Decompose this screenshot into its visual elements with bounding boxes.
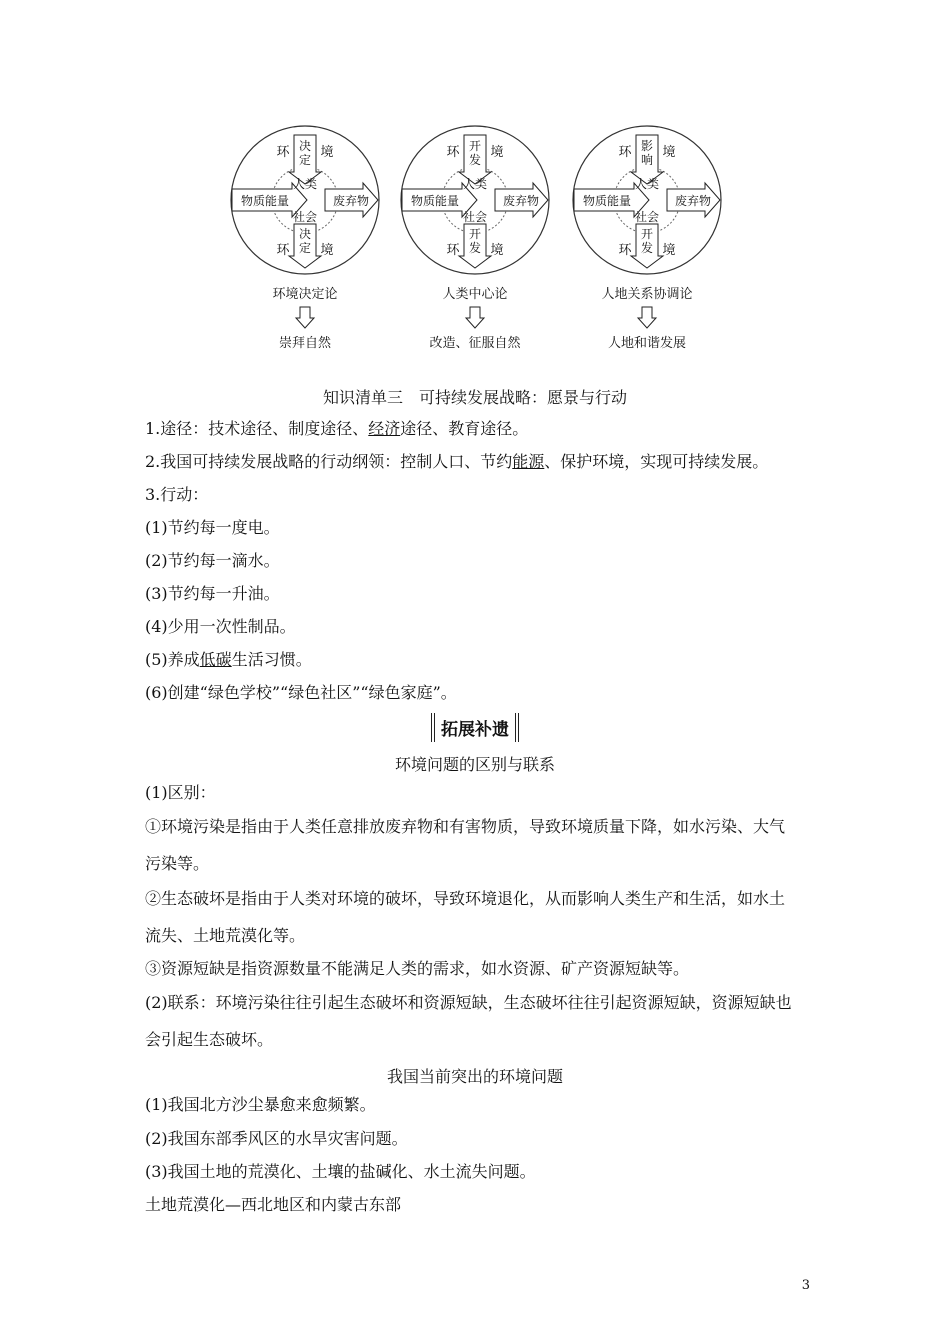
human-environment-diagrams bbox=[0, 0, 950, 370]
top-arrow-label: 开 bbox=[468, 139, 482, 153]
result-label: 改造、征服自然 bbox=[429, 336, 521, 351]
env-left-top: 环 bbox=[618, 145, 632, 160]
env-right-top: 境 bbox=[490, 145, 504, 160]
center-bottom-label: 社会 bbox=[634, 210, 660, 224]
env-right-top: 境 bbox=[320, 145, 334, 160]
center-top-label: 人类 bbox=[292, 177, 318, 191]
env-left-top: 环 bbox=[446, 145, 460, 160]
top-arrow-label: 影 bbox=[640, 139, 654, 153]
theory-label: 人地关系协调论 bbox=[601, 287, 693, 302]
difference-2-line-2: 流失、土地荒漠化等。 bbox=[145, 926, 306, 945]
left-arrow-label: 物质能量 bbox=[410, 194, 460, 208]
difference-1-line-2: 污染等。 bbox=[145, 854, 210, 873]
env-left-bottom: 环 bbox=[276, 243, 290, 258]
diagram-3 bbox=[573, 126, 721, 351]
down-arrow bbox=[296, 307, 314, 328]
result-label: 崇拜自然 bbox=[278, 336, 332, 351]
top-arrow-label: 响 bbox=[640, 153, 654, 167]
center-top-label: 人类 bbox=[634, 177, 660, 191]
env-right-bottom: 境 bbox=[490, 243, 504, 258]
env-right-top: 境 bbox=[662, 145, 676, 160]
center-bottom-label: 社会 bbox=[462, 210, 488, 224]
result-label: 人地和谐发展 bbox=[607, 336, 687, 351]
top-arrow-label: 定 bbox=[298, 153, 312, 167]
left-arrow-label: 物质能量 bbox=[582, 194, 632, 208]
diagram-1 bbox=[231, 126, 379, 351]
right-arrow-label: 废弃物 bbox=[502, 194, 540, 208]
top-arrow-label: 发 bbox=[468, 153, 482, 167]
desertification-region: 土地荒漠化—西北地区和内蒙古东部 bbox=[145, 1195, 402, 1214]
page-number: 3 bbox=[801, 1278, 810, 1293]
action-1: (1)节约每一度电。 bbox=[145, 518, 280, 537]
difference-1-line-1: ①环境污染是指由于人类任意排放废弃物和有害物质，导致环境质量下降，如水污染、大气 bbox=[145, 817, 786, 836]
difference-3: ③资源短缺是指资源数量不能满足人类的需求，如水资源、矿产资源短缺等。 bbox=[145, 959, 690, 978]
problem-1: (1)我国北方沙尘暴愈来愈频繁。 bbox=[145, 1095, 376, 1114]
extension-heading: 拓展补遗 bbox=[0, 713, 950, 742]
action-2: (2)节约每一滴水。 bbox=[145, 551, 280, 570]
bottom-arrow-label: 发 bbox=[468, 241, 482, 255]
action-6: (6)创建“绿色学校”“绿色社区”“绿色家庭”。 bbox=[145, 683, 457, 702]
action-3: (3)节约每一升油。 bbox=[145, 584, 280, 603]
difference-2-line-1: ②生态破坏是指由于人类对环境的破坏，导致环境退化，从而影响人类生产和生活，如水土 bbox=[145, 889, 786, 908]
item-3: 3.行动： bbox=[145, 485, 209, 504]
theory-label: 人类中心论 bbox=[442, 287, 508, 302]
top-arrow-label: 决 bbox=[298, 139, 312, 153]
problem-2: (2)我国东部季风区的水旱灾害问题。 bbox=[145, 1129, 408, 1148]
subsection-title-1: 环境问题的区别与联系 bbox=[394, 755, 555, 774]
section-title: 知识清单三 可持续发展战略：愿景与行动 bbox=[322, 388, 627, 407]
right-arrow-label: 废弃物 bbox=[332, 194, 370, 208]
bottom-arrow-label: 决 bbox=[298, 227, 312, 241]
right-arrow-label: 废弃物 bbox=[674, 194, 712, 208]
center-top-label: 人类 bbox=[462, 177, 488, 191]
item-2: 2.我国可持续发展战略的行动纲领：控制人口、节约能源、保护环境，实现可持续发展。 bbox=[145, 452, 769, 471]
action-4: (4)少用一次性制品。 bbox=[145, 617, 296, 636]
bottom-arrow-label: 定 bbox=[298, 241, 312, 255]
diagram-2 bbox=[401, 126, 549, 351]
left-arrow-label: 物质能量 bbox=[240, 194, 290, 208]
center-bottom-label: 社会 bbox=[292, 210, 318, 224]
env-left-top: 环 bbox=[276, 145, 290, 160]
env-left-bottom: 环 bbox=[618, 243, 632, 258]
link-line-1: (2)联系：环境污染往往引起生态破坏和资源短缺，生态破坏往往引起资源短缺，资源短缺也 bbox=[145, 993, 792, 1012]
difference-label: (1)区别： bbox=[145, 783, 216, 802]
bottom-arrow-label: 发 bbox=[640, 241, 654, 255]
env-left-bottom: 环 bbox=[446, 243, 460, 258]
down-arrow bbox=[466, 307, 484, 328]
theory-label: 环境决定论 bbox=[272, 287, 338, 302]
subsection-title-2: 我国当前突出的环境问题 bbox=[386, 1067, 563, 1086]
env-right-bottom: 境 bbox=[320, 243, 334, 258]
item-1: 1.途径：技术途径、制度途径、经济途径、教育途径。 bbox=[145, 419, 529, 438]
env-right-bottom: 境 bbox=[662, 243, 676, 258]
down-arrow bbox=[638, 307, 656, 328]
bottom-arrow-label: 开 bbox=[468, 227, 482, 241]
problem-3: (3)我国土地的荒漠化、土壤的盐碱化、水土流失问题。 bbox=[145, 1162, 536, 1181]
link-line-2: 会引起生态破坏。 bbox=[145, 1030, 274, 1049]
action-5: (5)养成低碳生活习惯。 bbox=[145, 650, 312, 669]
bottom-arrow-label: 开 bbox=[640, 227, 654, 241]
